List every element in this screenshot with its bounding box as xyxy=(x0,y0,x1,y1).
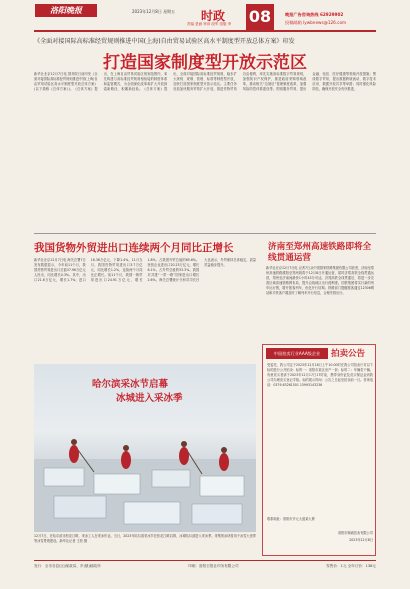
rail-body: 新华社北京12月7日电 记者7日从中国国家铁路集团有限公司获悉，济南至郑州高速铁路濮阳至郑州段将于12月8日开通运营，届时济郑高铁全线贯通运营，郑州至济南间最快1小时43分可达。济郑高铁全线贯通后，将进一步完善区域高速铁路网布局，提升沿线地区出行便利度。国铁集团将实行新的列车运行图，增开旅客列车，优化开行结构。铁路部门提醒旅客通过12306网站和手机客户端及时了解列车开行信息，合理安排出行。 xyxy=(266,266,374,295)
footer-distribution: 发行：全市各县(区)邮政局、乡(镇)邮政所 xyxy=(34,564,101,568)
lead-headline: 打造国家制度型开放示范区 xyxy=(103,53,307,73)
auction-box xyxy=(262,344,376,556)
ad-hotline: 晚报广告咨询热线 62929902 xyxy=(285,12,344,17)
ice-caption-2: 冰城进入采冰季 xyxy=(116,393,183,404)
lead-body: 新华社北京12月7日电 国务院日前印发《全面对接国际高标准经贸规则推进中国(上海)自由贸易试验区高水平制度型开放总体方案》(以下简称《总体方案》)。《总体方案》提出，在上海自由贸易试验区规划范围内，率先构建与高标准经贸规则相衔接的制度体系和监管模式，为全面深化改革和扩大开放探索新路径、积累新经验。《总体方案》提出，全面对接国际高标准经贸规则，稳步扩大规则、规制、管理、标准等制度型开放，加快打造国家制度型开放示范区。主要任务包括加快服务贸易扩大开放，推进货物贸易自由便利，率先实施高标准数字贸易规则，加强知识产权保护，推进政府采购领域改革，推动相关“边境后”管理制度改革，加强风险防控体系建设等。围绕服务贸易，提出金融、电信、医疗健康等领域开放措施；围绕数字贸易，提出数据跨境流动、数字技术应用、数据开放共享等举措；同时强化风险防范，确保开放安全有序推进。 xyxy=(34,72,376,91)
ice-caption-1: 哈尔滨采冰节启幕 xyxy=(92,379,169,390)
footer-printer: 印刷：洛阳日报社印务有限公司 xyxy=(188,564,239,568)
lead-subtitle: 《全面对接国际高标准经贸规则推进中国(上海)自由贸易试验区高水平制度型开放总体方案》印发 xyxy=(34,38,295,45)
auction-heading: 拍卖公告 xyxy=(331,349,366,359)
rail-headline: 济南至郑州高速铁路即将全线贯通运营 xyxy=(268,242,372,263)
page-number: 08 xyxy=(246,4,274,30)
paper-logo: 洛阳晚报 xyxy=(35,4,97,17)
masthead-rule xyxy=(34,30,376,32)
footer-rule xyxy=(34,560,376,561)
auction-company: 洛阳市顺诚拍卖有限公司 xyxy=(337,531,373,535)
trade-body: 新华社北京12月7日电 海关总署7日发布数据显示，今年前11个月，我国货物贸易进出口总值37.96万亿元人民币，同比增长0.3%。其中，出口21.6万亿元，增长1.7%；进口16.36万亿元，下降1.4%。11月当月，我国货物贸易进出口3.7万亿元，同比增长1.2%，连续两个月同比正增长。前11个月，我国一般贸易进出口24.91万亿元，增长1.8%，占我国外贸总值的65.6%。民营企业进出口20.23万亿元，增长6.1%，占外贸总值的53.3%。我国对共建“一带一路”国家进出口增长2.6%。海关总署统计分析司司长吕大良表示，外贸保持总体稳定，质量效益稳步提升。 xyxy=(34,258,256,282)
date-line: 2023年12月8日 星期五 xyxy=(132,9,176,14)
email-line: 投稿邮箱 lywbnews@126.com xyxy=(285,20,347,25)
section-title: 时政 xyxy=(201,9,226,23)
auction-body: 受委托，我公司定于2023年12月18日上午10:00时在我公司拍卖厅对以下标的进行公开拍卖：标的一：洛阳市某区房产一套；标的二：车辆若干辆。有意竞买者请于2023年12月17日17时前，携带身份证及竞买保证金到我公司办理竞买登记手续。标的展示时间：公告之日起至拍卖前一日。咨询电话：0379-63261501 15993143236 xyxy=(267,363,373,387)
footer-line xyxy=(34,564,376,569)
editor-line: 责编 是画 审读 段军 组版 李 xyxy=(187,22,232,26)
auction-date: 2023年12月8日 xyxy=(349,538,373,542)
lead-divider xyxy=(34,233,376,234)
rail-story xyxy=(260,236,376,336)
trade-headline: 我国货物外贸进出口连续两个月同比正增长 xyxy=(34,242,234,254)
auction-contact: 联系地址：洛阳市开元大道某大厦 xyxy=(267,517,315,521)
auction-ad-title: 中国拍卖行业AAA级企业 xyxy=(266,348,328,359)
ice-photo-caption: 12月7日，在哈尔滨市松花江畔，采冰工人在采冰作业。当日，2023年哈尔滨采冰节在松花江畔启幕，冰城哈尔滨进入采冰季。采集的冰块将用于冰雪大世界等冰雪景观建设。新华社记者 王松 摄 xyxy=(34,534,256,543)
ice-photo xyxy=(34,364,256,532)
footer-price: 零售价：1元 全年订价：138元 xyxy=(326,564,376,568)
